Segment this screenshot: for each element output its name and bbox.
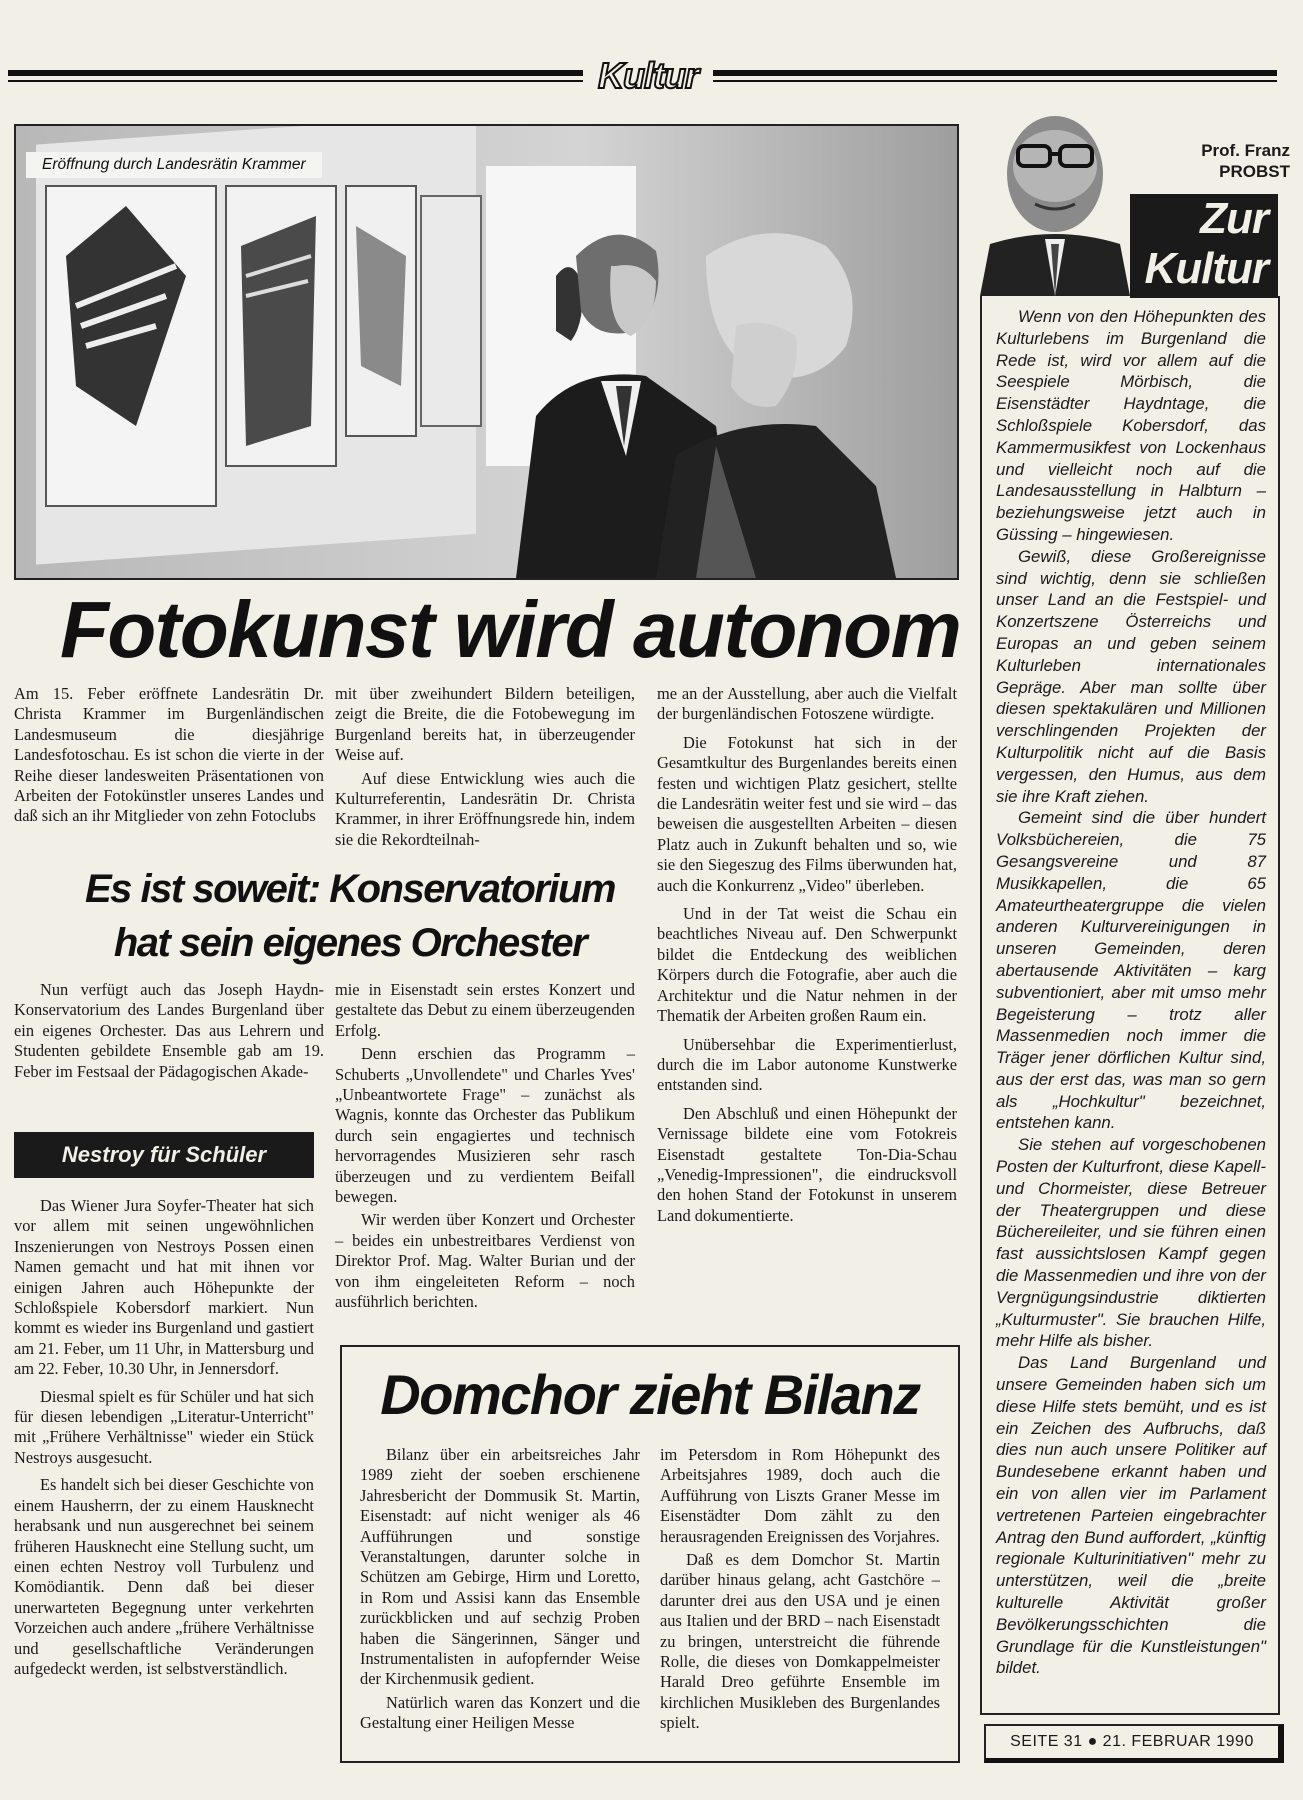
domchor-col-2 bbox=[660, 1445, 940, 1734]
nestroy-p1: Das Wiener Jura Soyfer-Theater hat sich vor allem mit seinen ungewöhnlichen Inszenierungen von Nestroys Possen einen Namen gemacht und hat mit ihnen vor einigen Jahren auch Höhepunkte der Schloßspiele Kobersdorf markiert. Nun kommt es wieder ins Burgenland und gastiert am 21. Feber, um 11 Uhr, in Mattersburg und am 22. Feber, 10.30 Uhr, in Jennersdorf. bbox=[14, 1196, 314, 1379]
nestroy-headline-box bbox=[14, 1132, 314, 1178]
fotokunst-col3-p5: Den Abschluß und einen Höhepunkt der Vernissage bildete eine vom Fotokreis Eisenstadt gestaltete Ton-Dia-Schau „Venedig-Impressionen", die eindrucksvoll den hohen Stand der Fotokunst in unserem Land dokumentierte. bbox=[657, 1103, 957, 1225]
section-label: Kultur bbox=[583, 54, 713, 98]
page-footer bbox=[984, 1724, 1284, 1763]
column-p4: Sie stehen auf vorgeschobenen Posten der Kulturfront, diese Kapell- und Chormeister, diese Betreuer der Theatergruppen und diese Büchereileiter, und sie führen einen fast aussichtslosen Kampf gegen die Massenmedien und ihre von der Vergnügungsindustrie diktierten „Kulturmuster". Sie brauchen Hilfe, mehr Hilfe als bisher. bbox=[996, 1135, 1266, 1351]
footer-page: SEITE 31 bbox=[1010, 1733, 1083, 1750]
nestroy-headline: Nestroy für Schüler bbox=[61, 1142, 267, 1167]
column-p1: Wenn von den Höhepunkten des Kulturlebens im Burgenland die Rede ist, wird vor allem auf die Seespiele Mörbisch, die Eisenstädter Haydntage, die Schloßspiele Kobersdorf, das Kammermusikfest von Lockenhaus und vielleicht noch auf die Landesausstellung in Halbturn – beziehungsweise jetzt auch in Güssing – hingewiesen. bbox=[996, 307, 1266, 544]
author-name-line1: Prof. Franz bbox=[1201, 141, 1290, 160]
fotokunst-col-3 bbox=[657, 684, 957, 1226]
footer-date: 21. FEBRUAR 1990 bbox=[1102, 1733, 1254, 1750]
fotokunst-col1-text: Am 15. Feber eröffnete Landesrätin Dr. Christa Krammer im Burgenländischen Landesmuseum die diesjährige Landesfotoschau. Es ist schon die vierte in der Reihe dieser landesweiten Präsentationen von Arbeiten der Fotokünstler unseres Landes und daß sich an ihr Mitglieder von zehn Fotoclubs bbox=[14, 684, 324, 826]
footer-bullet-icon: ● bbox=[1087, 1733, 1103, 1750]
author-name-line2: PROBST bbox=[1219, 162, 1290, 181]
column-title-line2: Kultur bbox=[1144, 244, 1268, 293]
author-name bbox=[1130, 140, 1290, 182]
headline-fotokunst: Fotokunst wird autonom bbox=[60, 585, 961, 674]
fotokunst-col3-p1: me an der Ausstellung, aber auch die Vielfalt der burgenländischen Fotoszene würdigte. bbox=[657, 684, 957, 724]
column-title-line1: Zur bbox=[1200, 194, 1268, 243]
column-title-box bbox=[1130, 194, 1278, 298]
fotokunst-col-1 bbox=[14, 684, 324, 827]
fotokunst-col2-p2: Auf diese Entwicklung wies auch die Kulturreferentin, Landesrätin Dr. Christa Krammer, in ihrer Eröffnungsrede hin, indem sie die Rekordteilnah- bbox=[335, 768, 635, 849]
konservatorium-col1-text: Nun verfügt auch das Joseph Haydn-Konservatorium des Landes Burgenland über ein eigenes Orchester. Das aus Lehrern und Studenten gebildete Ensemble gab am 19. Feber im Festsaal der Pädagogischen Akade- bbox=[14, 980, 324, 1081]
domchor-col1-p2: Natürlich waren das Konzert und die Gestaltung einer Heiligen Messe bbox=[360, 1692, 640, 1733]
fotokunst-col3-p4: Unübersehbar die Experimentierlust, durch die im Labor autonome Kunstwerke entstanden sind. bbox=[657, 1034, 957, 1095]
nestroy-column bbox=[14, 1196, 314, 1679]
konservatorium-col2-p3: Wir werden über Konzert und Orchester – beides ein unbestreitbares Verdienst von Direktor Prof. Mag. Walter Burian und der von ihm eingeleiteten Reform – noch ausführlich berichten. bbox=[335, 1210, 635, 1312]
top-rule-left-thin bbox=[8, 80, 583, 82]
portrait-illustration bbox=[980, 104, 1130, 296]
domchor-col1-p1: Bilanz über ein arbeitsreiches Jahr 1989 zieht der soeben erschienene Jahresbericht der Dommusik St. Martin, Eisenstadt: auf nicht weniger als 46 Aufführungen und sonstige Veranstaltungen, darunter solche in Schützen am Gebirge, Hirm und Loretto, in Rom und Assisi kann das Ensemble zurückblicken und auf sechzig Proben haben die Sängerinnen, Sänger und Instrumentalisten in aufopfernder Weise der Kirchenmusik gedient. bbox=[360, 1445, 640, 1689]
domchor-col-1 bbox=[360, 1445, 640, 1734]
fotokunst-col2-text: mit über zweihundert Bildern beteiligen, zeigt die Breite, die die Fotobewegung im Burgenland bereits hat, in überzeugender Weise auf. bbox=[335, 684, 635, 765]
headline-domchor: Domchor zieht Bilanz bbox=[380, 1363, 920, 1426]
photo-illustration bbox=[16, 126, 957, 578]
nestroy-p3: Es handelt sich bei dieser Geschichte von einem Hausherrn, der zu einem Hausknecht herabsank und nun ausgerechnet bei seinem früheren Hausknecht eine Stellung sucht, um einen echten Nestroy voll Turbulenz und Komödiantik. Denn daß bei dieser unerwarteten Begegnung unter verkehrten Vorzeichen auch andere „frühere Verhältnisse und gesellschaftliche Veränderungen aufgedeckt werden, ist selbstverständlich. bbox=[14, 1475, 314, 1678]
column-p3: Gemeint sind die über hundert Volksbüchereien, die 75 Gesangsvereine und 87 Musikkapellen, die 65 Amateurtheatergruppe die vielen anderen Kulturvereinigungen in unseren Gemeinden, deren abertausende Aktivitäten – karg subventioniert, aber mit umso mehr Begeisterung – trotz aller Massenmedien noch immer die Träger jener dörflichen Kultur sind, aus der erst das, was man so gern als „Hochkultur" bezeichnet, entstehen kann. bbox=[996, 808, 1266, 1133]
column-text bbox=[996, 306, 1266, 1679]
fotokunst-col3-p3: Und in der Tat weist die Schau ein beachtliches Niveau auf. Den Schwerpunkt bildet die Entdeckung des weiblichen Körpers durch die Fotografie, aber auch die Architektur und die Natur nehmen in der Thematik der Arbeiten großen Raum ein. bbox=[657, 904, 957, 1026]
headline-konservatorium-line1: Es ist soweit: Konservatorium bbox=[85, 867, 615, 911]
photo-caption: Eröffnung durch Landesrätin Krammer bbox=[26, 152, 322, 178]
domchor-col2-p1: im Petersdom in Rom Höhepunkt des Arbeitsjahres 1989, doch auch die Aufführung von Liszts Graner Messe im Eisenstädter Dom zählt zu den herausragenden Ereignissen des Vorjahres. bbox=[660, 1445, 940, 1546]
top-rule-right-thin bbox=[713, 80, 1277, 82]
column-p2: Gewiß, diese Großereignisse sind wichtig, denn sie schließen unser Land an die Festspiel- und Konzertszene Österreichs und Europas an und geben seinem Kulturleben internationales Gepräge. Aber man sollte über diesen spektakulären und Millionen verschlingenden Projekten der Kulturpolitik nicht auf die Basis vergessen, den Humus, aus dem sie ihre Kraft ziehen. bbox=[996, 546, 1266, 806]
konservatorium-col-2 bbox=[335, 980, 635, 1313]
author-portrait bbox=[980, 104, 1130, 296]
top-rule-left bbox=[8, 70, 583, 76]
konservatorium-col2-p2: Denn erschien das Programm – Schuberts „Unvollendete" und Charles Yves' „Unbeantwortete Frage" – zunächst als Wagnis, konnte das Orchester das Publikum durch sein engagiertes und technisch hervorragendes Musizieren sehr rasch überzeugen und zu verdientem Beifall bewegen. bbox=[335, 1044, 635, 1207]
konservatorium-col2-p1: mie in Eisenstadt sein erstes Konzert und gestaltete das Debut zu einem überzeugenden Erfolg. bbox=[335, 980, 635, 1040]
column-p5: Das Land Burgenland und unsere Gemeinden haben sich um diese Hilfe stets bemüht, und es ist ein Zeichen des Aufbruchs, daß dies nun auch unsere Politiker auf Bundesebene erkannt haben und ein von allen vier im Parlament vertretenen Parteien eingebrachter Antrag den Bund auffordert, „künftig regionale Kulturinitiativen" mehr zu unterstützen, weil die „breite kulturelle Aktivität großer Bevölkerungsschichten die Grundlage für die Kunstleistungen" bildet. bbox=[996, 1353, 1266, 1678]
fotokunst-col3-p2: Die Fotokunst hat sich in der Gesamtkultur des Burgenlandes bereits einen festen und wichtigen Platz gesichert, stellte die Landesrätin weiter fest und sie wird – das beweisen die ausgestellten Arbeiten – diesen Platz auch in Zukunft behalten und so, wie sie den Siegeszug des Films überwunden hat, auch die Konkurrenz „Video" überleben. bbox=[657, 732, 957, 895]
fotokunst-col-2 bbox=[335, 684, 635, 850]
exhibition-photo bbox=[14, 124, 959, 580]
domchor-box bbox=[340, 1345, 960, 1763]
nestroy-p2: Diesmal spielt es für Schüler und hat sich für diesen lebendigen „Literatur-Unterricht" mit „Frühere Verhältnisse" wieder ein Stück Nestroys ausgesucht. bbox=[14, 1386, 314, 1467]
top-rule-right bbox=[713, 70, 1277, 76]
konservatorium-col-1 bbox=[14, 980, 324, 1082]
domchor-col2-p2: Daß es dem Domchor St. Martin darüber hinaus gelang, acht Gastchöre – darunter drei aus den USA und je einen aus Italien und der BRD – nach Eisenstadt zu bringen, unterstreicht die führende Rolle, die dieses von Domkappelmeister Harald Dreo geführte Ensemble im kirchlichen Musikleben des Burgenlandes spielt. bbox=[660, 1550, 940, 1733]
headline-konservatorium-line2: hat sein eigenes Orchester bbox=[113, 921, 587, 965]
